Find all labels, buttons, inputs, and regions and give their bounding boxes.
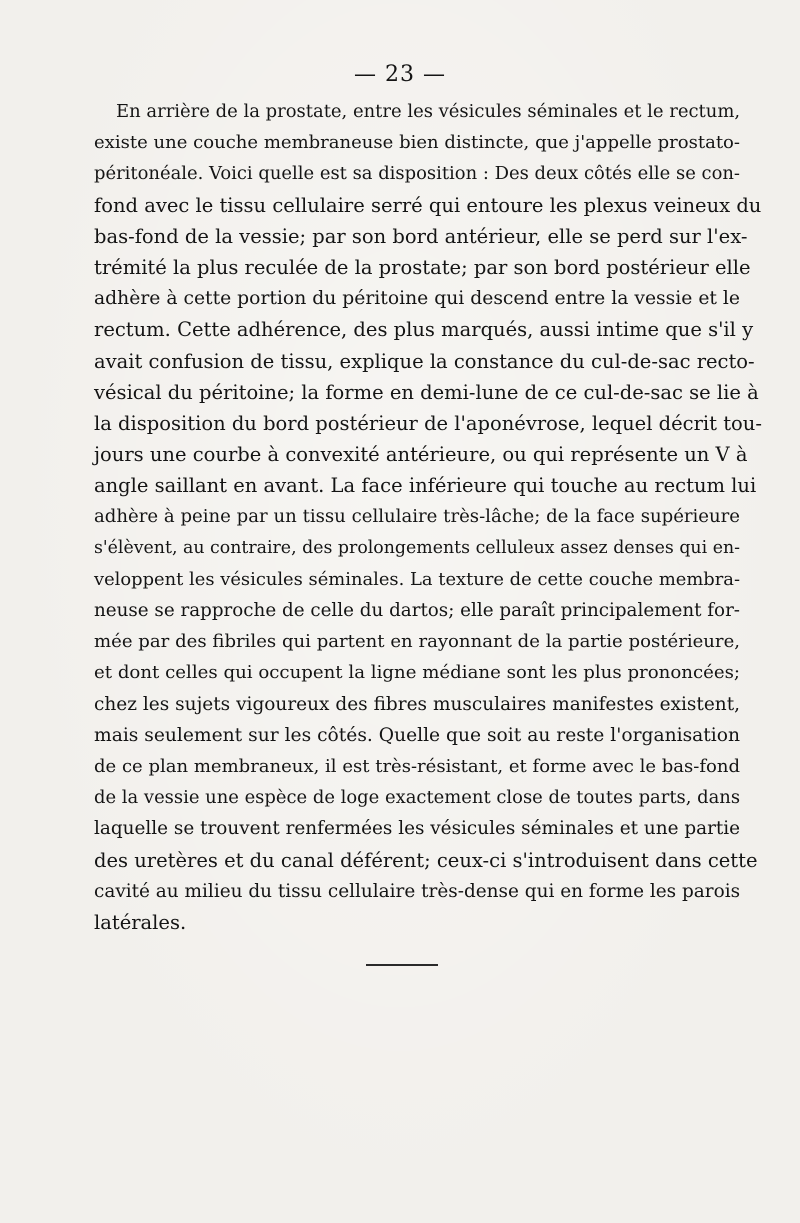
- text-line: latérales.: [94, 910, 187, 934]
- page-number: — 23 —: [354, 62, 446, 87]
- text-line: neuse se rapproche de celle du dartos; elle paraît principalement for-: [94, 600, 740, 621]
- text-line: avait confusion de tissu, explique la constance du cul-de-sac recto-: [94, 349, 755, 373]
- text-line: chez les sujets vigoureux des fibres musculaires manifestes existent,: [94, 693, 740, 715]
- text-line: angle saillant en avant. La face inférieure qui touche au rectum lui: [94, 474, 757, 498]
- text-line: adhère à cette portion du péritoine qui descend entre la vessie et le: [94, 288, 740, 310]
- text-line: adhère à peine par un tissu cellulaire très-lâche; de la face supérieure: [94, 506, 740, 528]
- text-line: laquelle se trouvent renfermées les vésicules séminales et une partie: [94, 818, 741, 840]
- text-line: de ce plan membraneux, il est très-résistant, et forme avec le bas-fond: [94, 755, 740, 777]
- text-line: trémité la plus reculée de la prostate; par son bord postérieur elle: [94, 255, 751, 279]
- text-line: bas-fond de la vessie; par son bord antérieur, elle se perd sur l'ex-: [94, 224, 748, 248]
- text-line: fond avec le tissu cellulaire serré qui entoure les plexus veineux du: [94, 193, 762, 217]
- text-line: rectum. Cette adhérence, des plus marqués, aussi intime que s'il y: [94, 318, 754, 342]
- text-line: et dont celles qui occupent la ligne médiane sont les plus prononcées;: [94, 662, 740, 684]
- text-line: existe une couche membraneuse bien distincte, que j'appelle prostato-: [94, 132, 740, 154]
- text-line: veloppent les vésicules séminales. La texture de cette couche membra-: [94, 568, 740, 590]
- text-line: de la vessie une espèce de loge exactement close de toutes parts, dans: [94, 787, 741, 809]
- text-line: En arrière de la prostate, entre les vésicules séminales et le rectum,: [116, 101, 741, 122]
- text-line: vésical du péritoine; la forme en demi-lune de ce cul-de-sac se lie à: [94, 380, 759, 404]
- text-line: la disposition du bord postérieur de l'aponévrose, lequel décrit tou-: [94, 411, 762, 435]
- text-line: cavité au milieu du tissu cellulaire très-dense qui en forme les parois: [94, 880, 741, 902]
- section-divider: [366, 964, 438, 966]
- text-line: des uretères et du canal déférent; ceux-ci s'introduisent dans cette: [94, 848, 758, 872]
- text-line: jours une courbe à convexité antérieure, ou qui représente un V à: [94, 443, 748, 467]
- body-paragraph: [94, 96, 762, 938]
- text-line: péritonéale. Voici quelle est sa disposition : Des deux côtés elle se con-: [94, 163, 740, 185]
- text-line: s'élèvent, au contraire, des prolongements celluleux assez denses qui en-: [94, 537, 740, 558]
- text-line: mée par des fibriles qui partent en rayonnant de la partie postérieure,: [94, 631, 740, 653]
- text-line: mais seulement sur les côtés. Quelle que soit au reste l'organisation: [94, 724, 740, 746]
